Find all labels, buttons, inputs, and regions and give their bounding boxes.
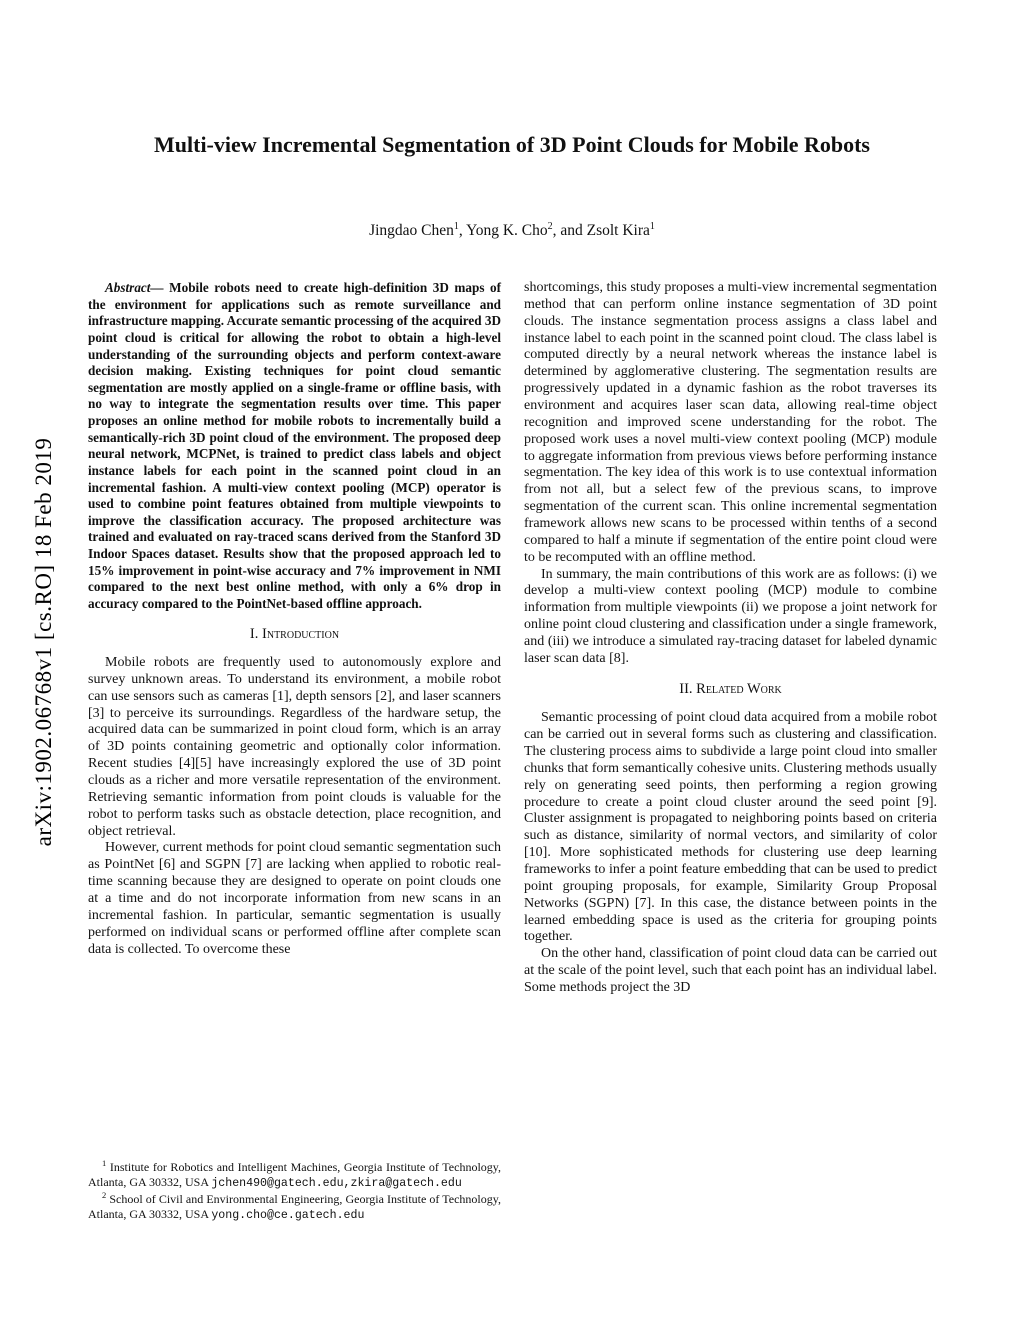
section-heading-introduction: [88, 626, 501, 643]
section-heading-related-work: [524, 681, 937, 698]
arxiv-watermark: arXiv:1902.06768v1 [cs.RO] 18 Feb 2019: [31, 437, 56, 847]
section-number: II.: [679, 680, 693, 697]
intro-paragraph-1: Mobile robots are frequently used to autonomously explore and survey unknown areas. To understand its environment, a mobile robot can use sensors such as cameras [1], depth sensors [2], and laser scanners [3] to perceive its surroundings. Regardless of the hardware setup, the acquired data can be summarized in point cloud form, which is an array of 3D points containing geometric and optionally color information. Recent studies [4][5] have increasingly explored the use of 3D point clouds as a richer and more versatile representation of the environment. Retrieving semantic information from point clouds is valuable for the robot to perform tasks such as obstacle detection, place recognition, and object retrieval.: [88, 654, 501, 839]
author-name: , Yong K. Cho: [458, 222, 548, 239]
author-affiliation-sup: 1: [453, 220, 459, 232]
author-name: , and Zsolt Kira: [552, 222, 650, 239]
section-number: I.: [249, 625, 259, 642]
footnote-text: School of Civil and Environmental Engineering, Georgia Institute of Technology, Atlanta, GA 30332, USA: [88, 1191, 501, 1222]
author-affiliation-sup: 1: [649, 220, 655, 232]
footnote-text: Institute for Robotics and Intelligent Machines, Georgia Institute of Technology, Atlanta, GA 30332, USA: [88, 1160, 501, 1190]
abstract-label: Abstract—: [105, 280, 170, 295]
section-title: Introduction: [262, 625, 340, 642]
abstract-paragraph: [88, 280, 501, 613]
footnote-marker: 2: [102, 1189, 107, 1200]
footnote-email: yong.cho@ce.gatech.edu: [211, 1209, 365, 1223]
footnote-email: jchen490@gatech.edu,zkira@gatech.edu: [211, 1177, 462, 1191]
related-work-paragraph-2: On the other hand, classification of point cloud data can be carried out at the scale of the point level, such that each point has an individual label. Some methods project the 3D: [524, 946, 937, 995]
body-paragraph-summary: In summary, the main contributions of this work are as follows: (i) we develop a multi-view context pooling (MCP) module to combine information from multiple viewpoints (ii) we propose a joint network for online point cloud clustering and classification under a single framework, and (iii) we introduce a simulated ray-tracing dataset for labeled dynamic laser scan data [8].: [524, 566, 937, 666]
right-column: [524, 280, 937, 997]
author-line: [97, 222, 927, 240]
footnote-marker: 1: [102, 1158, 107, 1168]
body-paragraph-continuation: shortcomings, this study proposes a multi-view incremental segmentation method that can perform online instance segmentation of 3D point clouds. The instance segmentation process assigns a class label and instance label to each point in the scanned point cloud. The class label is computed directly by a neural network whereas the instance label is determined by agglomerative clustering. The segmentation results are progressively updated in a dynamic fashion as the robot traverses its environment and acquires laser scan data, allowing real-time object recognition and improved scene understanding for the robot. The proposed work uses a novel multi-view context pooling (MCP) module to aggregate information from previous views before performing instance segmentation. The key idea of this work is to use contextual information from not all, but a select few of the previous scans, to improve segmentation of the current scan. This online incremental segmentation framework allows new scans to be processed within tenths of a second compared to half a minute if segmentation of the entire point cloud were to be recomputed with an offline method.: [524, 280, 937, 565]
abstract-body: Mobile robots need to create high-definition 3D maps of the environment for applications such as remote surveillance and infrastructure mapping. Accurate semantic processing of the acquired 3D point cloud is critical for allowing the robot to obtain a high-level understanding of the surrounding objects and perform context-aware decision making. Existing techniques for point cloud semantic segmentation are mostly applied on a single-frame or offline basis, with no way to integrate the segmentation results over time. This paper proposes an online method for mobile robots to incrementally build a semantically-rich 3D point cloud of the environment. The proposed deep neural network, MCPNet, is trained to predict class labels and object instance labels for each point in the scanned point cloud in an incremental fashion. A multi-view context pooling (MCP) operator is used to combine point features obtained from multiple viewpoints to improve the classification accuracy. The proposed architecture was trained and evaluated on ray-traced scans derived from the Stanford 3D Indoor Spaces dataset. Results show that the proposed approach led to 15% improvement in point-wise accuracy and 7% improvement in NMI compared to the next best online method, with only a 6% drop in accuracy compared to the PointNet-based offline approach.: [88, 280, 501, 611]
intro-paragraph-2: However, current methods for point cloud semantic segmentation such as PointNet [6] and SGPN [7] are lacking when applied to robotic real-time scanning because they are designed to operate on point clouds one at a time and do not incorporate information from new scans in an incremental fashion. In particular, semantic segmentation is usually performed on individual scans or performed offline after complete scan data is collected. To overcome these: [88, 840, 501, 957]
paper-title: Multi-view Incremental Segmentation of 3D Point Clouds for Mobile Robots: [154, 132, 870, 157]
author-name: Jingdao Chen: [369, 222, 454, 239]
footnote-2: [88, 1189, 501, 1224]
left-column: [88, 280, 501, 958]
author-affiliation-sup: 2: [547, 220, 553, 232]
section-title: Related Work: [696, 680, 782, 697]
footnotes-block: [88, 1160, 501, 1224]
footnote-1: [88, 1160, 501, 1192]
related-work-paragraph-1: Semantic processing of point cloud data acquired from a mobile robot can be carried out in several forms such as clustering and classification. The clustering process aims to subdivide a large point cloud into smaller chunks that form semantically cohesive units. Clustering methods usually rely on generating seed points, then performing a region growing procedure to create a point cloud cluster around the seed point [9]. Cluster assignment is propagated to neighboring points based on criteria such as distance, similarity of normal vectors, and similarity of color [10]. More sophisticated methods for clustering use deep learning frameworks to infer a point feature embedding that can be used to predict point grouping proposals, for example, Similarity Group Proposal Networks (SGPN) [7]. In this case, the distance between points in the learned embedding space is used as the criteria for grouping points together.: [524, 710, 937, 945]
